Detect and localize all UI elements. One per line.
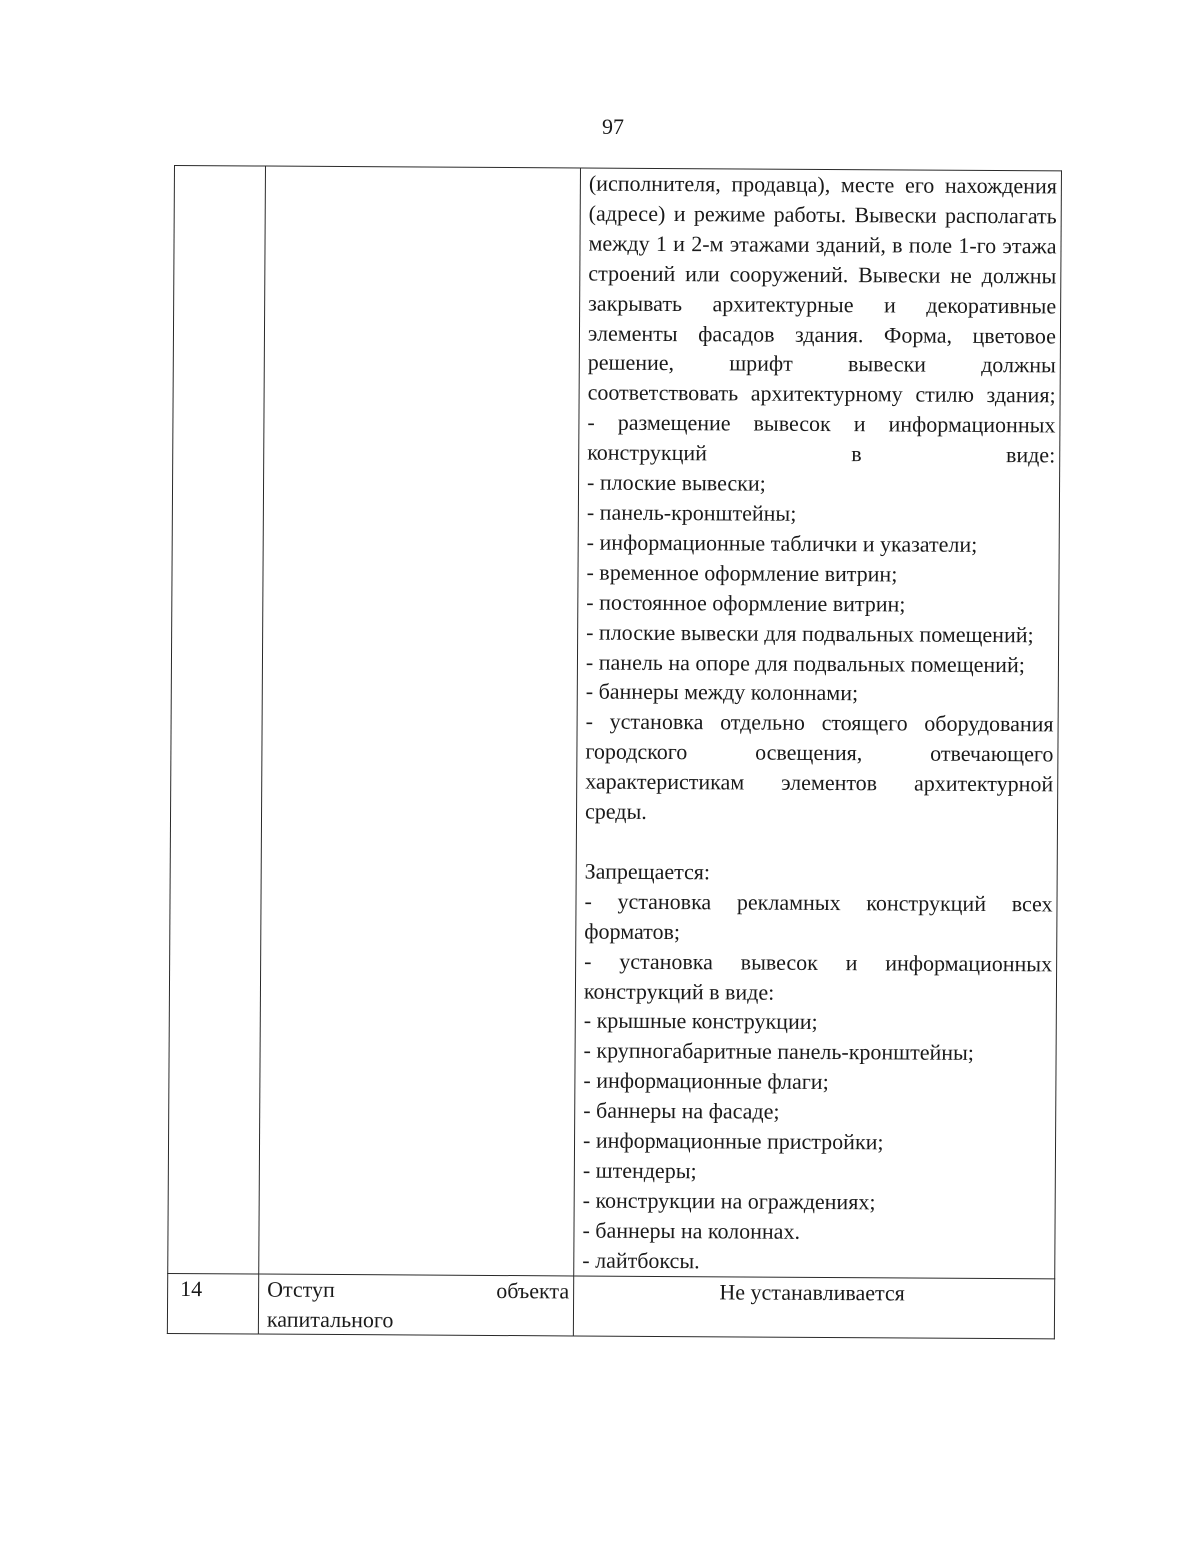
requirement-item: - баннеры между колоннами; [585, 678, 859, 706]
parameter-name-line: Отступ объекта [267, 1276, 570, 1304]
requirement-item: - панель на опоре для подвальных помещений; [585, 649, 1025, 677]
requirement-item: - плоские вывески для подвальных помещений; [586, 619, 1034, 647]
requirement-item: - установка отдельно стоящего оборудования городского освещения, отвечающего характеристикам элементов архитектурной среды. [584, 708, 1054, 824]
table-row [167, 1273, 1054, 1339]
prohibited-item: - баннеры на колоннах. [582, 1217, 801, 1244]
parameter-name-line: капитального [266, 1306, 394, 1332]
row-number-cell: 14 [167, 1273, 258, 1334]
requirement-item: - информационные таблички и указатели; [586, 529, 978, 557]
page-number: 97 [602, 114, 624, 139]
prohibited-item: - установка рекламных конструкций всех форматов; [584, 888, 1053, 944]
requirement-item: - временное оформление витрин; [586, 559, 898, 587]
prohibited-item: - установка вывесок и информационных конструкций в виде: [583, 948, 1053, 1005]
prohibited-item: - штендеры; [582, 1157, 697, 1184]
requirement-paragraph: (исполнителя, продавца), месте его нахождения (адресе) и режиме работы. Вывески располагать между 1 и 2-м этажами зданий, в поле 1-го этажа строений или сооружений. Вывески не должны закрывать архитектурные и декоративные элементы фасадов здания. Форма, цветовое решение, шрифт вывески должны соответствовать архитектурному стилю здания; [587, 170, 1057, 408]
prohibited-item: - конструкции на ограждениях; [582, 1187, 876, 1215]
prohibited-item: - информационные флаги; [583, 1067, 829, 1095]
requirement-item: - постоянное оформление витрин; [586, 589, 906, 617]
parameter-name-cell [258, 1274, 573, 1337]
parameter-name-cell [259, 166, 581, 1276]
requirement-paragraph: - размещение вывесок и информационных конструкций в виде: [587, 409, 1056, 468]
prohibited-item: - крупногабаритные панель-кронштейны; [583, 1037, 975, 1066]
requirement-item: - панель-кронштейны; [586, 499, 797, 526]
requirements-table [167, 165, 1062, 1340]
parameter-value-cell: Не устанавливается [573, 1276, 1054, 1340]
requirement-item: - плоские вывески; [586, 469, 766, 496]
prohibited-item: - баннеры на фасаде; [583, 1097, 780, 1124]
prohibited-heading: Запрещается: [584, 858, 711, 885]
prohibited-item: - лайтбоксы. [582, 1247, 700, 1273]
prohibited-item: - информационные пристройки; [582, 1127, 884, 1155]
prohibited-item: - крышные конструкции; [583, 1007, 818, 1035]
requirements-cell [574, 168, 1062, 1279]
table-row [168, 166, 1062, 1279]
row-number-cell [168, 166, 266, 1274]
